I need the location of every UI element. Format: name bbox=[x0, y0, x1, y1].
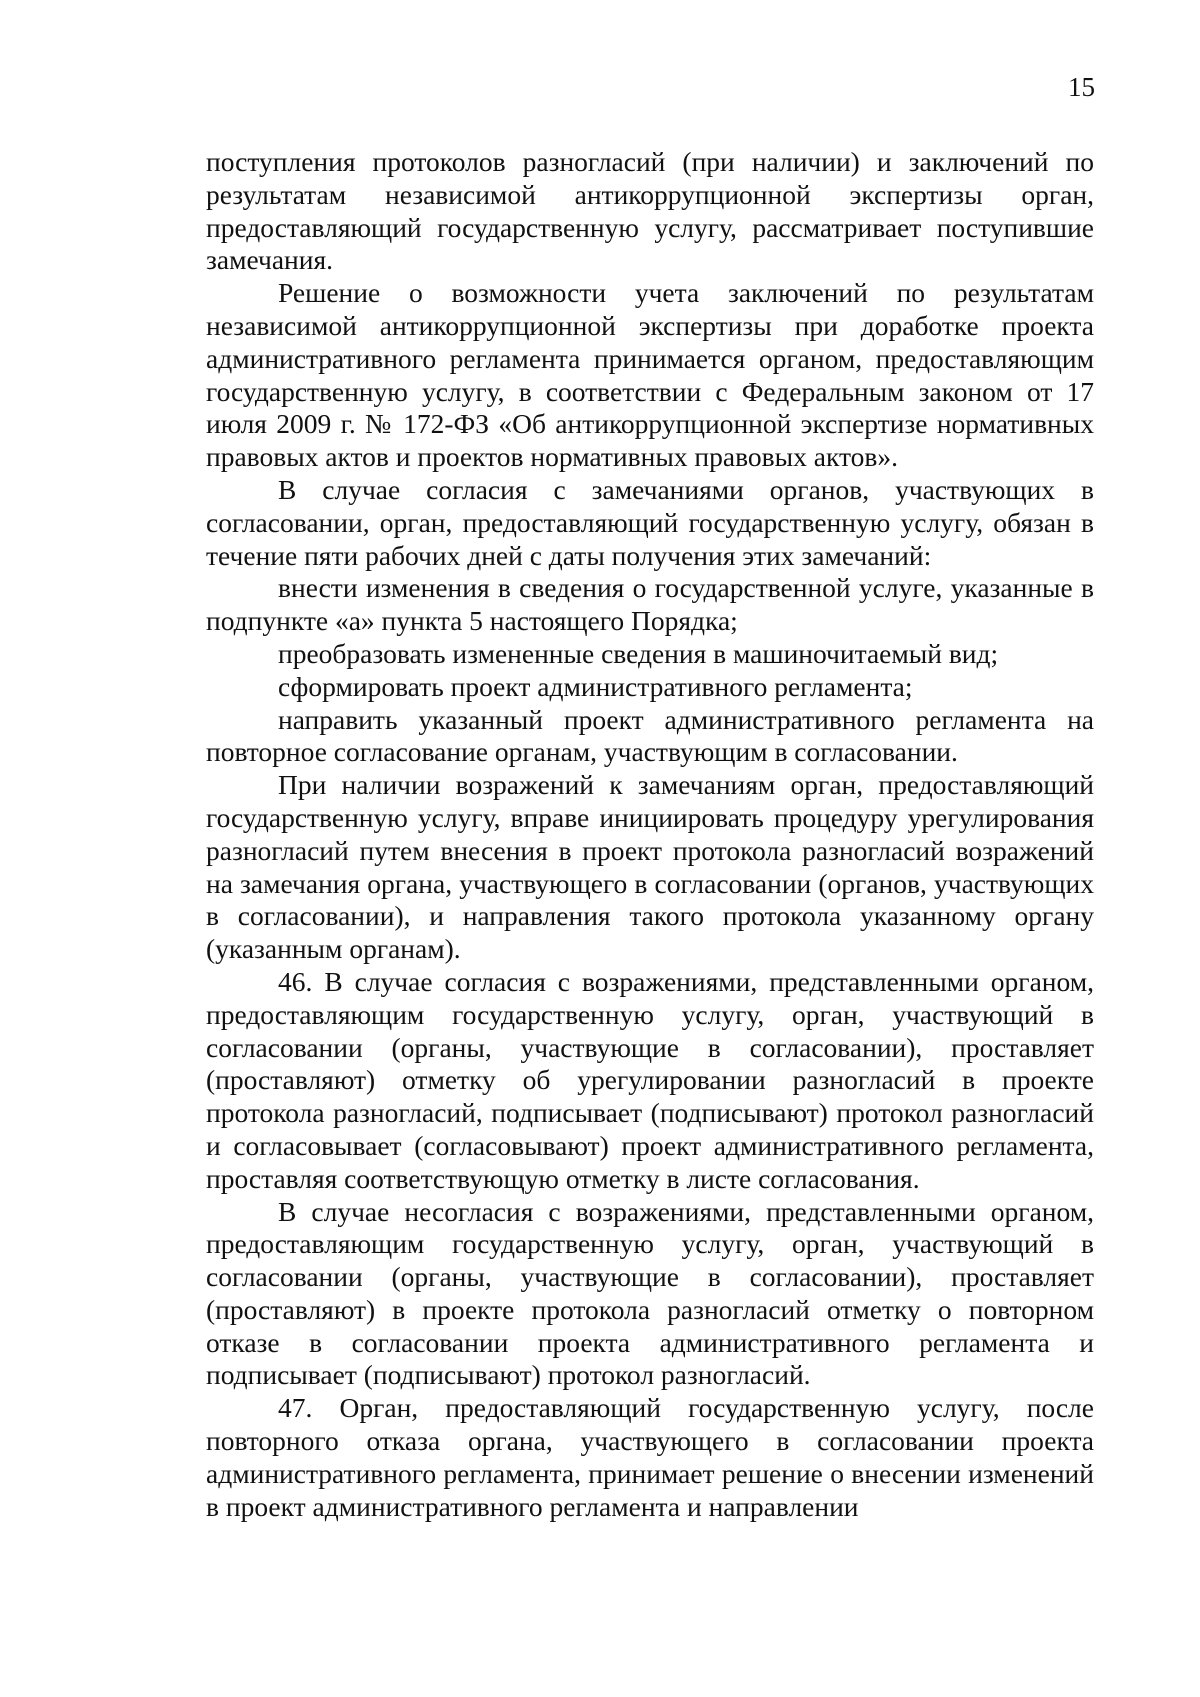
paragraph-form-draft: сформировать проект административного регламента; bbox=[278, 670, 913, 702]
page-number: 15 bbox=[1068, 72, 1095, 102]
document-body bbox=[206, 146, 1094, 1523]
paragraph-section-47: 47. Орган, предоставляющий государственную услугу, после повторного отказа органа, участвующего в согласовании проекта административного регламента, принимает решение о внесении изменений в проект административного регламента и направлении bbox=[206, 1392, 1094, 1522]
paragraph-convert-data: преобразовать измененные сведения в машиночитаемый вид; bbox=[278, 637, 999, 669]
paragraph-continuation: поступления протоколов разногласий (при наличии) и заключений по результатам независимой антикоррупционной экспертизы орган, предоставляющий государственную услугу, рассматривает поступившие замечания. bbox=[206, 146, 1094, 276]
paragraph-objections: При наличии возражений к замечаниям орган, предоставляющий государственную услугу, вправе инициировать процедуру урегулирования разногласий путем внесения в проект протокола разногласий возражений на замечания органа, участвующего в согласовании (органов, участвующих в согласовании), и направления такого протокола указанному органу (указанным органам). bbox=[206, 769, 1094, 965]
paragraph-send-draft: направить указанный проект административного регламента на повторное согласование органам, участвующим в согласовании. bbox=[206, 703, 1094, 768]
paragraph-disagreement: В случае несогласия с возражениями, представленными органом, предоставляющим государственную услугу, орган, участвующий в согласовании (органы, участвующие в согласовании), проставляет (проставляют) в проекте протокола разногласий отметку о повторном отказе в согласовании проекта административного регламента и подписывает (подписывают) протокол разногласий. bbox=[206, 1195, 1094, 1391]
paragraph-anticorruption-decision: Решение о возможности учета заключений по результатам независимой антикоррупционной экспертизы при доработке проекта административного регламента принимается органом, предоставляющим государственную услугу, в соответствии с Федеральным законом от 17 июля 2009 г. № 172-ФЗ «Об антикоррупционной экспертизе нормативных правовых актов и проектов нормативных правовых актов». bbox=[206, 277, 1094, 473]
paragraph-section-46: 46. В случае согласия с возражениями, представленными органом, предоставляющим государственную услугу, орган, участвующий в согласовании (органы, участвующие в согласовании), проставляет (проставляют) отметку об урегулировании разногласий в проекте протокола разногласий, подписывает (подписывают) протокол разногласий и согласовывает (согласовывают) проект административного регламента, проставляя соответствующую отметку в листе согласования. bbox=[206, 965, 1094, 1194]
paragraph-agreement-with-remarks: В случае согласия с замечаниями органов, участвующих в согласовании, орган, предоставляющий государственную услугу, обязан в течение пяти рабочих дней с даты получения этих замечаний: bbox=[206, 473, 1094, 571]
paragraph-make-changes: внести изменения в сведения о государственной услуге, указанные в подпункте «а» пункта 5 настоящего Порядка; bbox=[206, 572, 1094, 637]
